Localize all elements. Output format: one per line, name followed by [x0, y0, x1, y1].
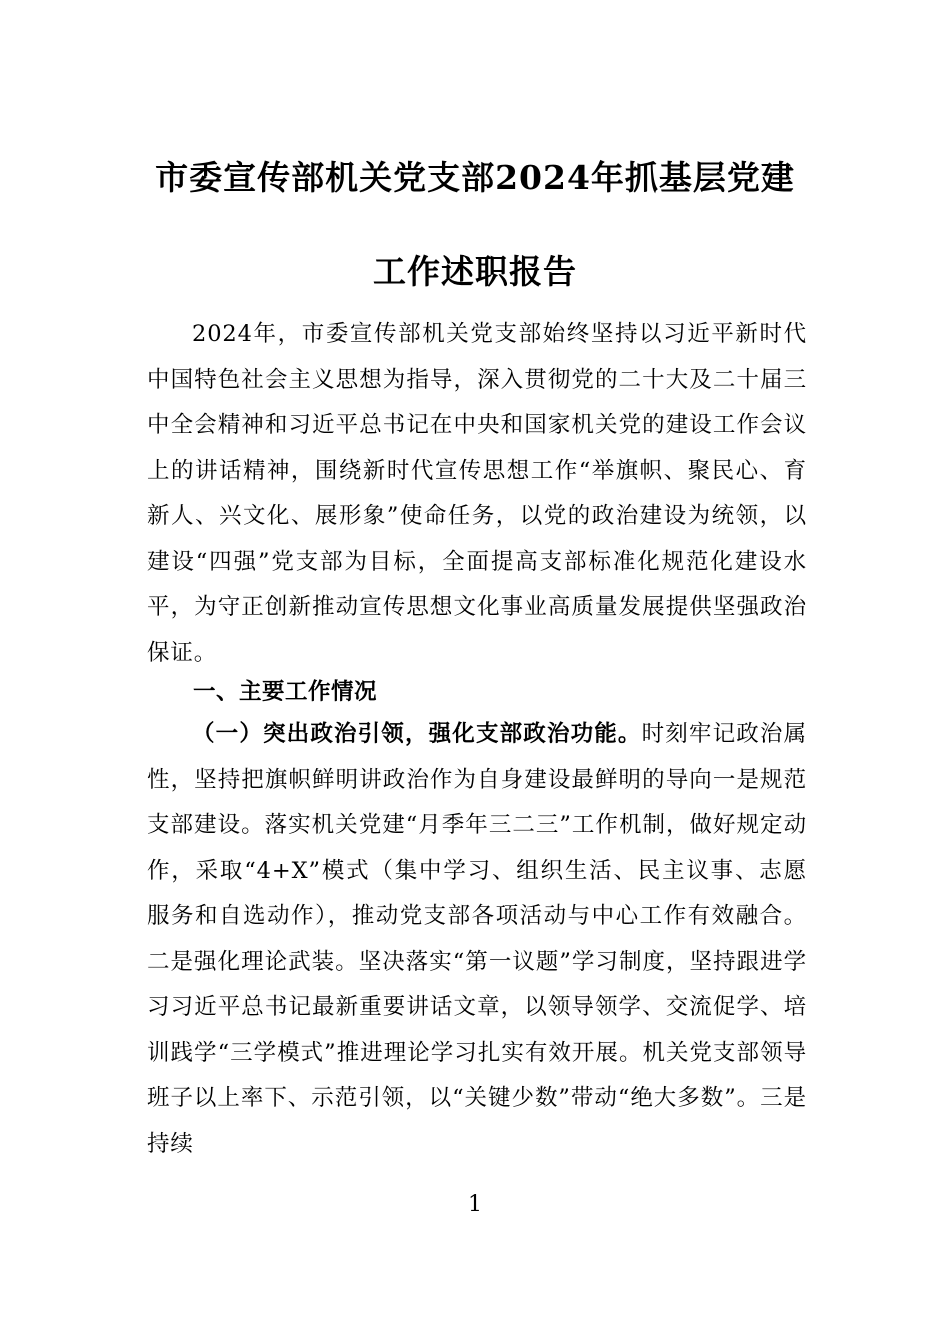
- subsection-heading: （一）突出政治引领，强化支部政治功能。: [192, 721, 642, 747]
- page-number: 1: [468, 1192, 482, 1217]
- intro-paragraph: 2024年，市委宣传部机关党支部始终坚持以习近平新时代中国特色社会主义思想为指导，深入贯彻党的二十大及二十届三中全会精神和习近平总书记在中央和国家机关党的建设工作会议上的讲话精神，围绕新时代宣传思想工作“举旗帜、聚民心、育新人、兴文化、展形象”使命任务，以党的政治建设为统领，以建设“四强”党支部为目标，全面提高支部标准化规范化建设水平，为守正创新推动宣传思想文化事业高质量发展提供坚强政治保证。: [147, 321, 807, 666]
- document-title-line-2: 工作述职报告: [373, 252, 577, 291]
- section-heading: 一、主要工作情况: [193, 679, 378, 705]
- document-title-line-1: 市委宣传部机关党支部2024年抓基层党建: [155, 158, 795, 197]
- subsection-body: 时刻牢记政治属性，坚持把旗帜鲜明讲政治作为自身建设最鲜明的导向一是规范支部建设。落实机关党建“月季年三二三”工作机制，做好规定动作，采取“4+X”模式（集中学习、组织生活、民主议事、志愿服务和自选动作），推动党支部各项活动与中心工作有效融合。二是强化理论武装。坚决落实“第一议题”学习制度，坚持跟进学习习近平总书记最新重要讲话文章，以领导领学、交流促学、培训践学“三学模式”推进理论学习扎实有效开展。机关党支部领导班子以上率下、示范引领，以“关键少数”带动“绝大多数”。三是持续: [147, 721, 807, 1157]
- subsection-paragraph: [147, 712, 807, 1167]
